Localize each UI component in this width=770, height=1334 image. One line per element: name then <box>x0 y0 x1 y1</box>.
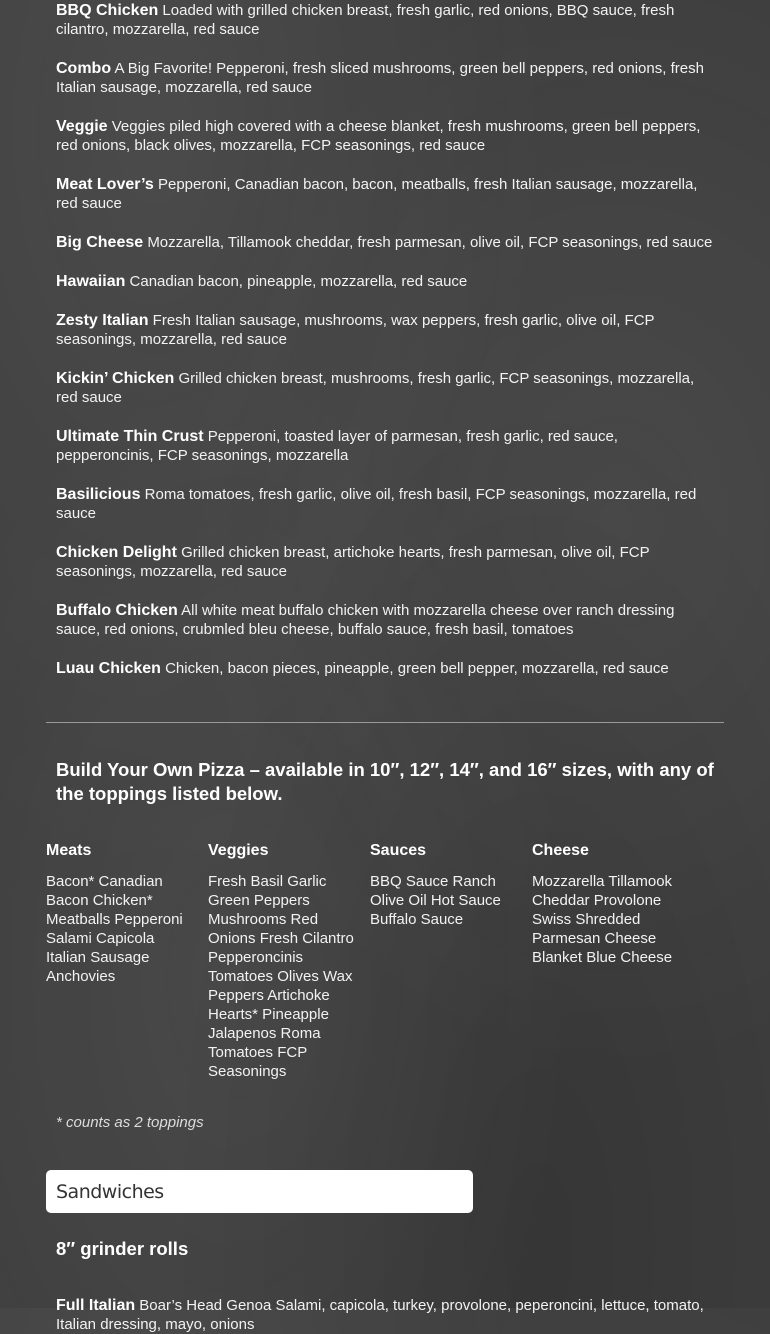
toppings-column-title: Meats <box>46 842 92 859</box>
pizza-description: A Big Favorite! Pepperoni, fresh sliced mushrooms, green bell peppers, red onions, fresh Italian sausage, mozzarella, red sauce <box>56 60 704 96</box>
pizza-item-zesty-italian <box>56 311 716 349</box>
pizza-name: Veggie <box>56 118 108 135</box>
sandwich-name: Full Italian <box>56 1297 136 1314</box>
pizza-description: Loaded with grilled chicken breast, fresh garlic, red onions, BBQ sauce, fresh cilantro, mozzarella, red sauce <box>56 2 675 38</box>
section-title: Sandwiches <box>56 1180 164 1203</box>
pizza-description: Grilled chicken breast, mushrooms, fresh garlic, FCP seasonings, mozzarella, red sauce <box>56 370 695 406</box>
toppings-grid <box>46 840 726 1100</box>
pizza-description: Canadian bacon, pineapple, mozzarella, red sauce <box>129 273 468 290</box>
pizza-item-ultimate-thin-crust <box>56 427 716 465</box>
toppings-column-cheese <box>532 840 684 967</box>
pizza-item-veggie <box>56 117 716 155</box>
toppings-column-veggies <box>208 840 360 1081</box>
sandwich-item-full-italian <box>56 1296 716 1334</box>
pizza-description: Mozzarella, Tillamook cheddar, fresh parmesan, olive oil, FCP seasonings, red sauce <box>147 234 713 251</box>
pizza-description: Grilled chicken breast, artichoke hearts, fresh parmesan, olive oil, FCP seasonings, mozzarella, red sauce <box>56 544 650 580</box>
pizza-description: All white meat buffalo chicken with mozzarella cheese over ranch dressing sauce, red onions, crubmled bleu cheese, buffalo sauce, fresh basil, tomatoes <box>56 602 675 638</box>
pizza-name: Hawaiian <box>56 273 126 290</box>
toppings-column-title: Cheese <box>532 842 589 859</box>
pizza-description: Roma tomatoes, fresh garlic, olive oil, fresh basil, FCP seasonings, mozzarella, red sauce <box>56 486 697 522</box>
toppings-column-items: Fresh Basil Garlic Green Peppers Mushrooms Red Onions Fresh Cilantro Pepperoncinis Tomatoes Olives Wax Peppers Artichoke Hearts* Pineapple Jalapenos Roma Tomatoes FCP Seasonings <box>208 873 354 1080</box>
pizza-name: Kickin’ Chicken <box>56 370 175 387</box>
pizza-item-meat-lovers <box>56 175 716 213</box>
pizza-item-basilicious <box>56 485 716 523</box>
pizza-description: Pepperoni, Canadian bacon, bacon, meatballs, fresh Italian sausage, mozzarella, red sauce <box>56 176 698 212</box>
pizza-name: Luau Chicken <box>56 660 161 677</box>
pizza-description: Pepperoni, toasted layer of parmesan, fresh garlic, red sauce, pepperoncinis, FCP seasonings, mozzarella <box>56 428 618 464</box>
toppings-column-items: Bacon* Canadian Bacon Chicken* Meatballs Pepperoni Salami Capicola Italian Sausage Anchovies <box>46 873 183 985</box>
grinder-rolls-subheading: 8″ grinder rolls <box>56 1238 189 1259</box>
section-divider <box>46 722 724 723</box>
pizza-item-bbq-chicken <box>56 1 716 39</box>
toppings-footnote: * counts as 2 toppings <box>56 1114 204 1131</box>
pizza-item-combo <box>56 59 716 97</box>
pizza-item-kickin-chicken <box>56 369 716 407</box>
pizza-item-hawaiian <box>56 272 716 291</box>
pizza-name: Combo <box>56 60 112 77</box>
pizza-name: Big Cheese <box>56 234 144 251</box>
pizza-item-big-cheese <box>56 233 716 252</box>
pizza-item-luau-chicken <box>56 659 716 678</box>
pizza-name: BBQ Chicken <box>56 2 159 19</box>
pizza-name: Chicken Delight <box>56 544 177 561</box>
pizza-description: Fresh Italian sausage, mushrooms, wax peppers, fresh garlic, olive oil, FCP seasonings, mozzarella, red sauce <box>56 312 655 348</box>
pizza-name: Ultimate Thin Crust <box>56 428 204 445</box>
toppings-column-sauces <box>370 840 522 929</box>
toppings-column-items: Mozzarella Tillamook Cheddar Provolone Swiss Shredded Parmesan Cheese Blanket Blue Cheese <box>532 873 673 966</box>
pizza-name: Zesty Italian <box>56 312 149 329</box>
pizza-name: Meat Lover’s <box>56 176 154 193</box>
sandwich-description: Boar’s Head Genoa Salami, capicola, turkey, provolone, peperoncini, lettuce, tomato, Italian dressing, mayo, onions <box>56 1297 704 1333</box>
pizza-name: Buffalo Chicken <box>56 602 178 619</box>
pizza-item-buffalo-chicken <box>56 601 716 639</box>
pizza-description: Veggies piled high covered with a cheese blanket, fresh mushrooms, green bell peppers, red onions, black olives, mozzarella, FCP seasonings, red sauce <box>56 118 701 154</box>
pizza-name: Basilicious <box>56 486 141 503</box>
pizza-description: Chicken, bacon pieces, pineapple, green bell pepper, mozzarella, red sauce <box>165 660 669 677</box>
toppings-column-meats <box>46 840 198 986</box>
pizza-item-chicken-delight <box>56 543 716 581</box>
sandwiches-section-banner <box>46 1170 473 1213</box>
toppings-column-title: Veggies <box>208 842 269 859</box>
specialty-pizza-list <box>56 0 716 698</box>
toppings-column-title: Sauces <box>370 842 427 859</box>
toppings-column-items: BBQ Sauce Ranch Olive Oil Hot Sauce Buffalo Sauce <box>370 873 501 928</box>
build-your-own-heading: Build Your Own Pizza – available in 10″, 12″, 14″, and 16″ sizes, with any of the toppings listed below. <box>56 759 714 804</box>
